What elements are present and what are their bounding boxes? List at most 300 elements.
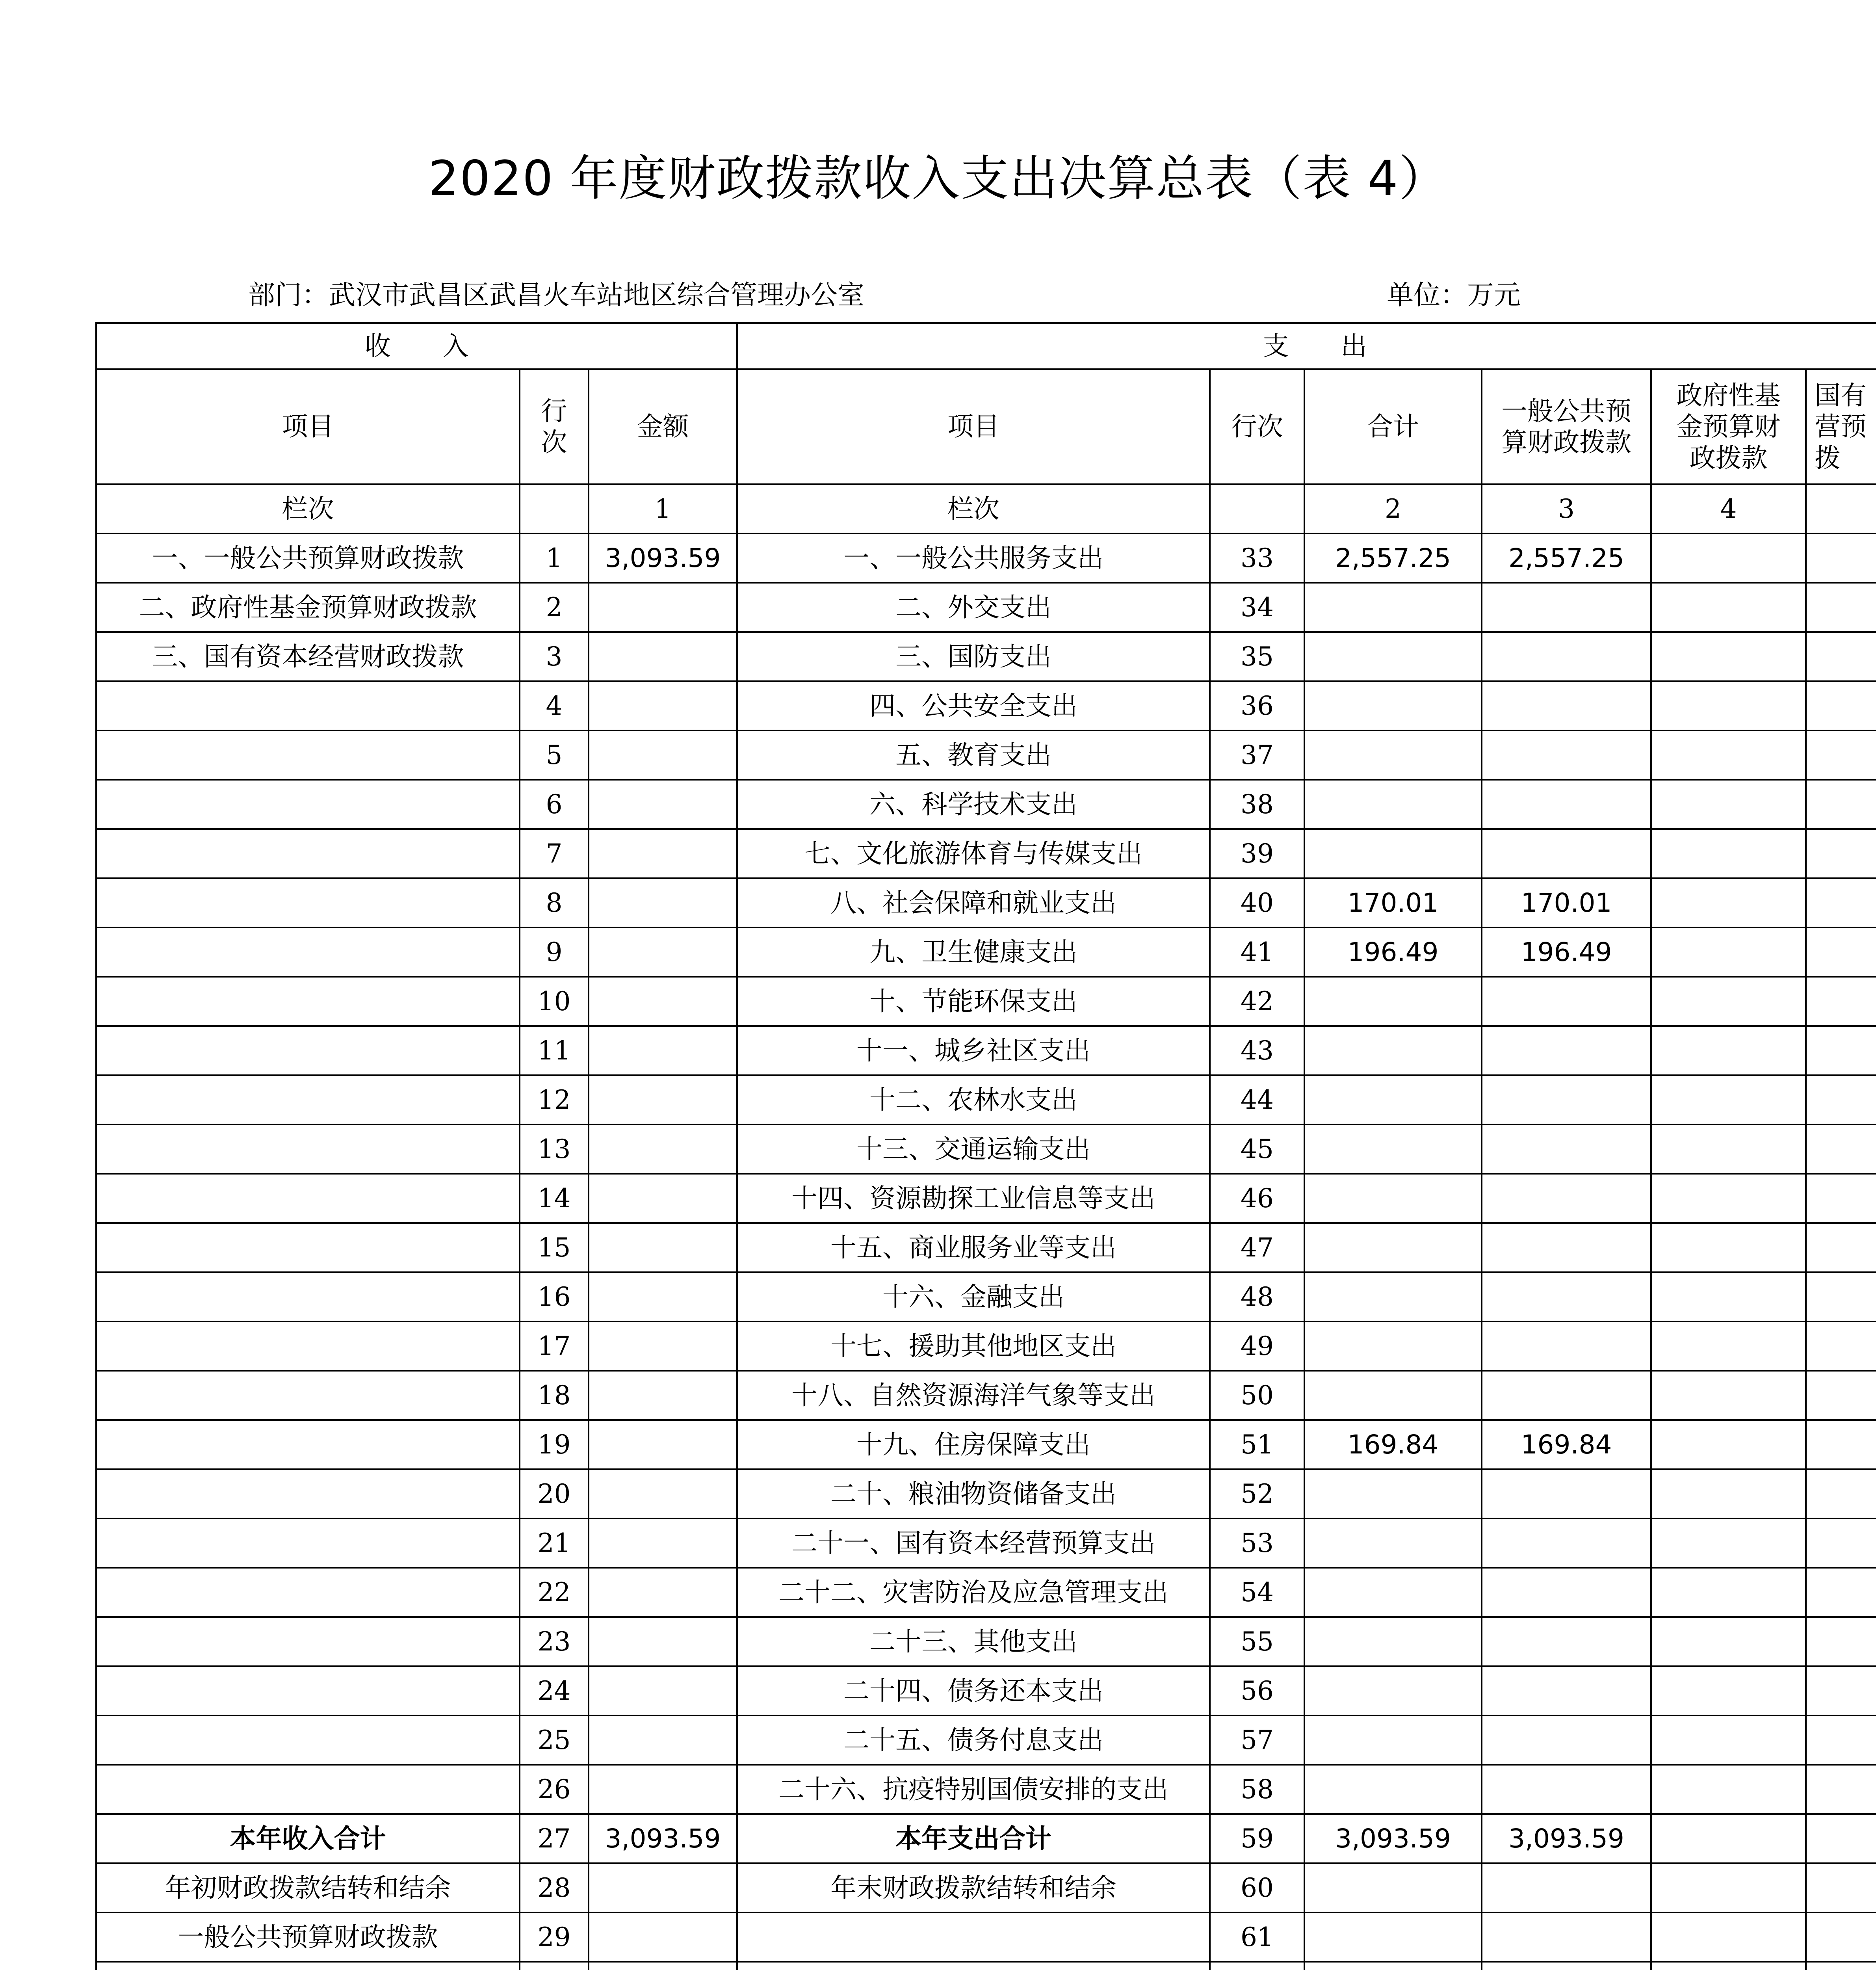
expense-total-cell bbox=[1304, 1962, 1482, 1970]
expense-total-cell bbox=[1304, 1321, 1482, 1371]
table-row bbox=[96, 1765, 1876, 1814]
expense-item-cell: 十二、农林水支出 bbox=[737, 1075, 1210, 1124]
expense-total-cell bbox=[1304, 1174, 1482, 1223]
state-capital-cell bbox=[1806, 681, 1876, 730]
expense-total-cell: 169.84 bbox=[1304, 1420, 1482, 1469]
expense-total-cell bbox=[1304, 1715, 1482, 1765]
col-index-state bbox=[1806, 484, 1876, 533]
expense-total-cell bbox=[1304, 730, 1482, 780]
gov-fund-cell bbox=[1651, 1666, 1806, 1715]
state-capital-header: 国有 营预 拨 bbox=[1806, 369, 1876, 484]
income-item-cell bbox=[96, 829, 520, 878]
state-capital-cell bbox=[1806, 1124, 1876, 1174]
table-row bbox=[96, 1321, 1876, 1371]
gov-fund-cell bbox=[1651, 1124, 1806, 1174]
income-row-no-cell: 18 bbox=[520, 1371, 589, 1420]
state-capital-cell bbox=[1806, 927, 1876, 977]
general-budget-cell bbox=[1482, 1124, 1651, 1174]
expense-total-cell bbox=[1304, 1223, 1482, 1272]
income-row-no-cell bbox=[520, 1962, 589, 1970]
expense-total-cell bbox=[1304, 977, 1482, 1026]
gov-fund-cell bbox=[1651, 1765, 1806, 1814]
expense-item-cell: 十九、住房保障支出 bbox=[737, 1420, 1210, 1469]
income-item-cell bbox=[96, 1272, 520, 1321]
expense-item-cell: 三、国防支出 bbox=[737, 632, 1210, 681]
table-row bbox=[96, 1223, 1876, 1272]
expense-item-cell: 七、文化旅游体育与传媒支出 bbox=[737, 829, 1210, 878]
income-amount-cell bbox=[589, 977, 737, 1026]
expense-total-cell bbox=[1304, 583, 1482, 632]
expense-item-cell: 十三、交通运输支出 bbox=[737, 1124, 1210, 1174]
expense-total-cell bbox=[1304, 1272, 1482, 1321]
expense-total-cell bbox=[1304, 1765, 1482, 1814]
expense-total-cell bbox=[1304, 1026, 1482, 1075]
state-capital-cell bbox=[1806, 1272, 1876, 1321]
expense-total-cell bbox=[1304, 1075, 1482, 1124]
expense-item-cell: 八、社会保障和就业支出 bbox=[737, 878, 1210, 927]
table-row bbox=[96, 1272, 1876, 1321]
expense-item-cell: 六、科学技术支出 bbox=[737, 780, 1210, 829]
income-item-cell bbox=[96, 1617, 520, 1666]
state-capital-cell bbox=[1806, 878, 1876, 927]
income-row-no-cell: 19 bbox=[520, 1420, 589, 1469]
table-row bbox=[96, 1617, 1876, 1666]
general-budget-cell bbox=[1482, 583, 1651, 632]
expense-item-cell: 二十六、抗疫特别国债安排的支出 bbox=[737, 1765, 1210, 1814]
expense-item-cell bbox=[737, 1912, 1210, 1962]
gov-fund-cell bbox=[1651, 1371, 1806, 1420]
income-row-no-cell: 8 bbox=[520, 878, 589, 927]
income-amount-cell bbox=[589, 1075, 737, 1124]
expense-row-no-cell: 42 bbox=[1210, 977, 1304, 1026]
expense-total-cell bbox=[1304, 681, 1482, 730]
general-budget-cell: 196.49 bbox=[1482, 927, 1651, 977]
income-amount-cell bbox=[589, 730, 737, 780]
expense-row-no-cell: 50 bbox=[1210, 1371, 1304, 1420]
table-row bbox=[96, 681, 1876, 730]
income-row-no-cell: 29 bbox=[520, 1912, 589, 1962]
expense-item-cell: 十、节能环保支出 bbox=[737, 977, 1210, 1026]
expense-row-no-cell: 56 bbox=[1210, 1666, 1304, 1715]
expense-total-cell bbox=[1304, 1912, 1482, 1962]
income-amount-cell bbox=[589, 1962, 737, 1970]
expense-item-cell: 五、教育支出 bbox=[737, 730, 1210, 780]
income-item-cell bbox=[96, 1469, 520, 1518]
col-index-income-label: 栏次 bbox=[96, 484, 520, 533]
expense-row-no-cell: 47 bbox=[1210, 1223, 1304, 1272]
gov-fund-cell bbox=[1651, 1962, 1806, 1970]
state-capital-cell bbox=[1806, 1962, 1876, 1970]
income-item-cell bbox=[96, 1026, 520, 1075]
income-amount-cell bbox=[589, 1912, 737, 1962]
col-index-empty bbox=[1210, 484, 1304, 533]
expense-row-no-cell: 60 bbox=[1210, 1863, 1304, 1912]
income-item-cell bbox=[96, 1075, 520, 1124]
state-capital-cell bbox=[1806, 1912, 1876, 1962]
state-capital-cell bbox=[1806, 1469, 1876, 1518]
income-item-header: 项目 bbox=[96, 369, 520, 484]
expense-row-no-cell: 49 bbox=[1210, 1321, 1304, 1371]
general-budget-cell bbox=[1482, 1075, 1651, 1124]
expense-item-cell: 二十五、债务付息支出 bbox=[737, 1715, 1210, 1765]
department-label: 部门：武汉市武昌区武昌火车站地区综合管理办公室 bbox=[248, 280, 865, 311]
income-item-cell: 一、一般公共预算财政拨款 bbox=[96, 533, 520, 583]
col-index-amount: 1 bbox=[589, 484, 737, 533]
gov-fund-cell bbox=[1651, 1568, 1806, 1617]
income-item-cell bbox=[96, 1371, 520, 1420]
expense-total-cell bbox=[1304, 1469, 1482, 1518]
gov-fund-cell bbox=[1651, 1863, 1806, 1912]
expense-item-cell: 二十四、债务还本支出 bbox=[737, 1666, 1210, 1715]
income-amount-cell: 3,093.59 bbox=[589, 533, 737, 583]
gov-fund-cell bbox=[1651, 1321, 1806, 1371]
income-item-cell bbox=[96, 1321, 520, 1371]
income-row-no-cell: 23 bbox=[520, 1617, 589, 1666]
general-budget-cell bbox=[1482, 1469, 1651, 1518]
income-item-cell bbox=[96, 1174, 520, 1223]
state-capital-cell bbox=[1806, 632, 1876, 681]
expense-row-no-cell: 44 bbox=[1210, 1075, 1304, 1124]
income-amount-cell bbox=[589, 1420, 737, 1469]
expense-row-no-cell: 33 bbox=[1210, 533, 1304, 583]
expense-row-no-cell: 34 bbox=[1210, 583, 1304, 632]
income-row-no-cell: 6 bbox=[520, 780, 589, 829]
gov-fund-cell bbox=[1651, 1272, 1806, 1321]
state-capital-cell bbox=[1806, 1666, 1876, 1715]
expense-total-cell bbox=[1304, 1863, 1482, 1912]
income-item-cell bbox=[96, 1518, 520, 1568]
income-row-no-cell: 1 bbox=[520, 533, 589, 583]
income-row-no-cell: 21 bbox=[520, 1518, 589, 1568]
general-budget-cell bbox=[1482, 780, 1651, 829]
income-amount-cell bbox=[589, 1272, 737, 1321]
income-item-cell: 年初财政拨款结转和结余 bbox=[96, 1863, 520, 1912]
income-item-cell bbox=[96, 927, 520, 977]
table-row bbox=[96, 1568, 1876, 1617]
general-budget-cell bbox=[1482, 1568, 1651, 1617]
general-budget-cell bbox=[1482, 1518, 1651, 1568]
state-capital-cell bbox=[1806, 1321, 1876, 1371]
income-amount-cell bbox=[589, 681, 737, 730]
table-row bbox=[96, 1518, 1876, 1568]
expense-row-no-cell: 40 bbox=[1210, 878, 1304, 927]
income-amount-cell bbox=[589, 1863, 737, 1912]
state-capital-cell bbox=[1806, 1518, 1876, 1568]
table-row bbox=[96, 1174, 1876, 1223]
col-index-total: 2 bbox=[1304, 484, 1482, 533]
income-item-cell bbox=[96, 1765, 520, 1814]
expense-row-no-cell: 53 bbox=[1210, 1518, 1304, 1568]
income-row-no-cell: 9 bbox=[520, 927, 589, 977]
expense-item-cell bbox=[737, 1962, 1210, 1970]
expense-row-no-cell: 38 bbox=[1210, 780, 1304, 829]
income-item-cell bbox=[96, 681, 520, 730]
expense-row-no-cell: 57 bbox=[1210, 1715, 1304, 1765]
general-budget-cell bbox=[1482, 1321, 1651, 1371]
income-row-no-cell: 4 bbox=[520, 681, 589, 730]
expense-row-no-cell: 41 bbox=[1210, 927, 1304, 977]
general-budget-cell: 169.84 bbox=[1482, 1420, 1651, 1469]
table-row bbox=[96, 829, 1876, 878]
expense-item-cell: 十六、金融支出 bbox=[737, 1272, 1210, 1321]
gov-fund-cell bbox=[1651, 632, 1806, 681]
income-item-cell bbox=[96, 977, 520, 1026]
income-row-no-cell: 28 bbox=[520, 1863, 589, 1912]
general-budget-cell bbox=[1482, 1765, 1651, 1814]
general-budget-cell: 170.01 bbox=[1482, 878, 1651, 927]
income-amount-cell bbox=[589, 927, 737, 977]
unit-label: 单位：万元 bbox=[1387, 280, 1521, 311]
expense-total-cell bbox=[1304, 829, 1482, 878]
gov-fund-cell bbox=[1651, 1912, 1806, 1962]
expense-total-cell bbox=[1304, 780, 1482, 829]
gov-fund-cell bbox=[1651, 1026, 1806, 1075]
general-budget-cell: 2,557.25 bbox=[1482, 533, 1651, 583]
state-capital-cell bbox=[1806, 1371, 1876, 1420]
state-capital-cell bbox=[1806, 780, 1876, 829]
budget-table bbox=[95, 322, 1876, 1970]
gov-fund-cell bbox=[1651, 583, 1806, 632]
income-amount-cell bbox=[589, 1174, 737, 1223]
expense-total-cell bbox=[1304, 1617, 1482, 1666]
expense-item-cell: 二十、粮油物资储备支出 bbox=[737, 1469, 1210, 1518]
expense-total-header: 合计 bbox=[1304, 369, 1482, 484]
income-item-cell bbox=[96, 878, 520, 927]
expense-row-no-cell: 54 bbox=[1210, 1568, 1304, 1617]
expense-total-cell: 3,093.59 bbox=[1304, 1814, 1482, 1863]
income-amount-cell bbox=[589, 878, 737, 927]
income-row-no-cell: 2 bbox=[520, 583, 589, 632]
table-row bbox=[96, 1863, 1876, 1912]
expense-item-cell: 十四、资源勘探工业信息等支出 bbox=[737, 1174, 1210, 1223]
expense-row-no-cell: 36 bbox=[1210, 681, 1304, 730]
gov-fund-cell bbox=[1651, 1223, 1806, 1272]
income-row-no-header: 行 次 bbox=[520, 369, 589, 484]
income-row-no-cell: 5 bbox=[520, 730, 589, 780]
expense-row-no-cell: 46 bbox=[1210, 1174, 1304, 1223]
income-item-cell bbox=[96, 1124, 520, 1174]
income-amount-cell bbox=[589, 829, 737, 878]
income-amount-cell bbox=[589, 1026, 737, 1075]
general-budget-cell bbox=[1482, 829, 1651, 878]
general-budget-cell bbox=[1482, 977, 1651, 1026]
income-row-no-cell: 27 bbox=[520, 1814, 589, 1863]
expense-row-no-cell: 48 bbox=[1210, 1272, 1304, 1321]
income-row-no-cell: 15 bbox=[520, 1223, 589, 1272]
table-row bbox=[96, 1420, 1876, 1469]
income-amount-cell bbox=[589, 1666, 737, 1715]
expense-item-cell: 一、一般公共服务支出 bbox=[737, 533, 1210, 583]
income-header: 收 入 bbox=[96, 323, 737, 369]
income-amount-cell bbox=[589, 1617, 737, 1666]
expense-row-no-cell: 43 bbox=[1210, 1026, 1304, 1075]
table-row bbox=[96, 1666, 1876, 1715]
income-amount-cell bbox=[589, 632, 737, 681]
general-budget-cell bbox=[1482, 1026, 1651, 1075]
income-item-cell bbox=[96, 1962, 520, 1970]
income-amount-cell bbox=[589, 1371, 737, 1420]
expense-row-no-cell: 59 bbox=[1210, 1814, 1304, 1863]
expense-row-no-cell: 39 bbox=[1210, 829, 1304, 878]
table-row bbox=[96, 1715, 1876, 1765]
general-budget-cell bbox=[1482, 1174, 1651, 1223]
state-capital-cell bbox=[1806, 1814, 1876, 1863]
income-amount-cell: 3,093.59 bbox=[589, 1814, 737, 1863]
state-capital-cell bbox=[1806, 1075, 1876, 1124]
income-amount-cell bbox=[589, 1715, 737, 1765]
expense-total-cell bbox=[1304, 1568, 1482, 1617]
income-row-no-cell: 13 bbox=[520, 1124, 589, 1174]
expense-row-no-cell: 61 bbox=[1210, 1912, 1304, 1962]
income-item-cell bbox=[96, 1420, 520, 1469]
expense-row-no-cell: 35 bbox=[1210, 632, 1304, 681]
expense-item-cell: 年末财政拨款结转和结余 bbox=[737, 1863, 1210, 1912]
table-row bbox=[96, 780, 1876, 829]
expense-total-cell bbox=[1304, 1666, 1482, 1715]
gov-fund-cell bbox=[1651, 1715, 1806, 1765]
income-item-cell: 一般公共预算财政拨款 bbox=[96, 1912, 520, 1962]
gov-fund-cell bbox=[1651, 977, 1806, 1026]
gov-fund-cell bbox=[1651, 533, 1806, 583]
state-capital-cell bbox=[1806, 977, 1876, 1026]
gov-fund-cell bbox=[1651, 1469, 1806, 1518]
expense-total-cell bbox=[1304, 1518, 1482, 1568]
state-capital-cell bbox=[1806, 1174, 1876, 1223]
income-row-no-cell: 20 bbox=[520, 1469, 589, 1518]
gov-fund-cell bbox=[1651, 1174, 1806, 1223]
expense-total-cell: 2,557.25 bbox=[1304, 533, 1482, 583]
expense-item-cell: 九、卫生健康支出 bbox=[737, 927, 1210, 977]
gov-fund-cell bbox=[1651, 730, 1806, 780]
income-row-no-cell: 16 bbox=[520, 1272, 589, 1321]
general-budget-cell bbox=[1482, 1617, 1651, 1666]
table-row bbox=[96, 1962, 1876, 1970]
page-title: 2020 年度财政拨款收入支出决算总表（表 4） bbox=[428, 151, 1448, 206]
table-row bbox=[96, 533, 1876, 583]
expense-item-cell: 十五、商业服务业等支出 bbox=[737, 1223, 1210, 1272]
gov-fund-cell bbox=[1651, 1814, 1806, 1863]
expense-total-cell bbox=[1304, 632, 1482, 681]
state-capital-cell bbox=[1806, 533, 1876, 583]
table-row bbox=[96, 1124, 1876, 1174]
expense-item-cell: 二、外交支出 bbox=[737, 583, 1210, 632]
general-budget-cell bbox=[1482, 1715, 1651, 1765]
general-budget-cell bbox=[1482, 1223, 1651, 1272]
expense-item-cell: 二十三、其他支出 bbox=[737, 1617, 1210, 1666]
expense-header: 支 出 bbox=[737, 323, 1876, 369]
expense-total-cell bbox=[1304, 1124, 1482, 1174]
state-capital-cell bbox=[1806, 1568, 1876, 1617]
general-budget-cell bbox=[1482, 1912, 1651, 1962]
general-budget-cell bbox=[1482, 730, 1651, 780]
table-row bbox=[96, 878, 1876, 927]
income-item-cell bbox=[96, 1666, 520, 1715]
expense-item-cell: 十八、自然资源海洋气象等支出 bbox=[737, 1371, 1210, 1420]
income-item-cell bbox=[96, 780, 520, 829]
gov-fund-header: 政府性基 金预算财 政拨款 bbox=[1651, 369, 1806, 484]
income-amount-cell bbox=[589, 1568, 737, 1617]
general-budget-cell bbox=[1482, 1863, 1651, 1912]
gov-fund-cell bbox=[1651, 878, 1806, 927]
expense-row-no-header: 行次 bbox=[1210, 369, 1304, 484]
state-capital-cell bbox=[1806, 1715, 1876, 1765]
income-row-no-cell: 26 bbox=[520, 1765, 589, 1814]
expense-row-no-cell: 37 bbox=[1210, 730, 1304, 780]
income-amount-cell bbox=[589, 1321, 737, 1371]
income-item-cell bbox=[96, 730, 520, 780]
expense-item-cell: 本年支出合计 bbox=[737, 1814, 1210, 1863]
income-amount-cell bbox=[589, 1469, 737, 1518]
state-capital-cell bbox=[1806, 1026, 1876, 1075]
table-row bbox=[96, 1026, 1876, 1075]
general-budget-cell bbox=[1482, 681, 1651, 730]
state-capital-cell bbox=[1806, 1617, 1876, 1666]
gov-fund-cell bbox=[1651, 1617, 1806, 1666]
income-amount-cell bbox=[589, 1124, 737, 1174]
expense-total-cell: 196.49 bbox=[1304, 927, 1482, 977]
expense-item-cell: 二十二、灾害防治及应急管理支出 bbox=[737, 1568, 1210, 1617]
expense-total-cell: 170.01 bbox=[1304, 878, 1482, 927]
expense-item-cell: 十一、城乡社区支出 bbox=[737, 1026, 1210, 1075]
state-capital-cell bbox=[1806, 1863, 1876, 1912]
expense-row-no-cell: 52 bbox=[1210, 1469, 1304, 1518]
gov-fund-cell bbox=[1651, 829, 1806, 878]
gov-fund-cell bbox=[1651, 927, 1806, 977]
table-row bbox=[96, 1814, 1876, 1863]
income-row-no-cell: 22 bbox=[520, 1568, 589, 1617]
table-row bbox=[96, 977, 1876, 1026]
general-budget-cell bbox=[1482, 1371, 1651, 1420]
income-row-no-cell: 24 bbox=[520, 1666, 589, 1715]
income-amount-cell bbox=[589, 780, 737, 829]
gov-fund-cell bbox=[1651, 681, 1806, 730]
income-row-no-cell: 3 bbox=[520, 632, 589, 681]
income-row-no-cell: 14 bbox=[520, 1174, 589, 1223]
state-capital-cell bbox=[1806, 1420, 1876, 1469]
col-index-fund: 4 bbox=[1651, 484, 1806, 533]
table-row bbox=[96, 1075, 1876, 1124]
income-amount-cell bbox=[589, 1765, 737, 1814]
general-budget-header: 一般公共预 算财政拨款 bbox=[1482, 369, 1651, 484]
table-row bbox=[96, 1912, 1876, 1962]
table-row bbox=[96, 632, 1876, 681]
col-index-empty bbox=[520, 484, 589, 533]
income-item-cell: 三、国有资本经营财政拨款 bbox=[96, 632, 520, 681]
income-amount-cell bbox=[589, 1223, 737, 1272]
income-row-no-cell: 25 bbox=[520, 1715, 589, 1765]
income-row-no-cell: 11 bbox=[520, 1026, 589, 1075]
expense-row-no-cell: 51 bbox=[1210, 1420, 1304, 1469]
gov-fund-cell bbox=[1651, 780, 1806, 829]
income-item-cell bbox=[96, 1223, 520, 1272]
state-capital-cell bbox=[1806, 1223, 1876, 1272]
gov-fund-cell bbox=[1651, 1075, 1806, 1124]
income-amount-cell bbox=[589, 1518, 737, 1568]
income-item-cell bbox=[96, 1715, 520, 1765]
expense-item-header: 项目 bbox=[737, 369, 1210, 484]
income-item-cell: 本年收入合计 bbox=[96, 1814, 520, 1863]
col-index-general: 3 bbox=[1482, 484, 1651, 533]
general-budget-cell: 3,093.59 bbox=[1482, 1814, 1651, 1863]
income-row-no-cell: 7 bbox=[520, 829, 589, 878]
expense-item-cell: 二十一、国有资本经营预算支出 bbox=[737, 1518, 1210, 1568]
general-budget-cell bbox=[1482, 632, 1651, 681]
general-budget-cell bbox=[1482, 1666, 1651, 1715]
state-capital-cell bbox=[1806, 829, 1876, 878]
income-amount-header: 金额 bbox=[589, 369, 737, 484]
expense-item-cell: 十七、援助其他地区支出 bbox=[737, 1321, 1210, 1371]
table-row bbox=[96, 583, 1876, 632]
